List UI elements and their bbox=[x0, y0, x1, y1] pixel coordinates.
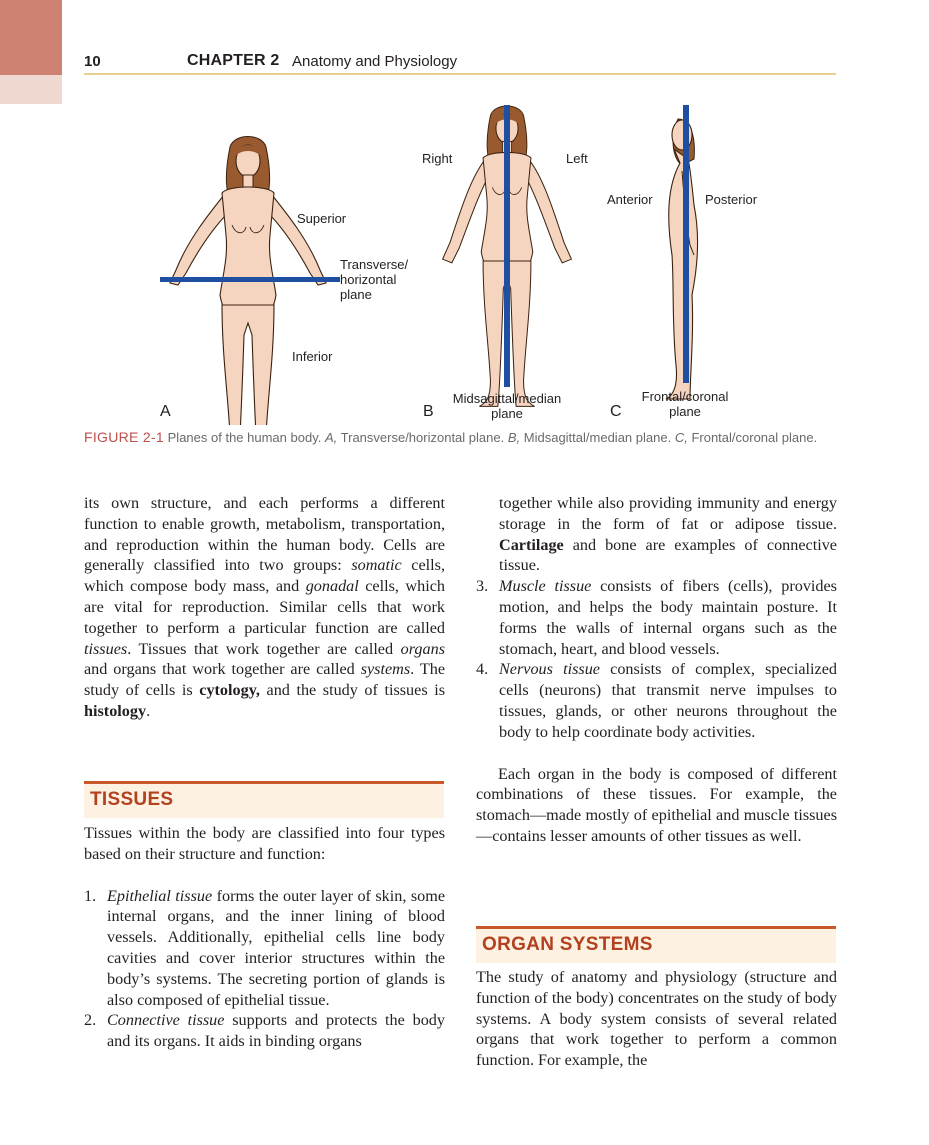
organ-systems-heading-bar bbox=[476, 926, 836, 963]
intro-text: and organs that work together are called bbox=[84, 660, 361, 679]
term-connective: Connective tissue bbox=[107, 1011, 225, 1030]
term-muscle: Muscle tissue bbox=[499, 577, 592, 596]
organ-paragraph: Each organ in the body is composed of different combinations of these tissues. For example, the stomach—made mostly of epithelial and muscle tissues—contains lesser amounts of other tissues as well. bbox=[476, 764, 837, 845]
list-text: consists of fibers (cells), provides motion, and helps the body maintain posture. It forms the walls of internal organs such as the stomach, heart, and blood vessels. bbox=[499, 577, 837, 658]
panel-letter-b: B bbox=[423, 403, 434, 420]
label-transverse-line2: horizontal bbox=[340, 272, 397, 287]
term-somatic: somatic bbox=[351, 556, 402, 575]
list-item-connective bbox=[84, 1010, 445, 1052]
list-item-epithelial bbox=[84, 886, 445, 1011]
label-frontal-plane bbox=[635, 389, 735, 419]
term-systems: systems bbox=[360, 660, 411, 679]
list-text: together while also providing immunity and energy storage in the form of fat or adipose tissue. bbox=[499, 494, 837, 533]
list-item-connective-continued bbox=[476, 493, 837, 576]
intro-text: cells, which compose body mass, and bbox=[84, 556, 445, 596]
chapter-title: Anatomy and Physiology bbox=[292, 53, 458, 70]
label-transverse-line1: Transverse/ bbox=[340, 257, 409, 272]
tissues-intro: Tissues within the body are classified into four types based on their structure and function: bbox=[84, 824, 445, 863]
term-cytology: cytology, bbox=[199, 681, 260, 700]
organ-systems-section bbox=[476, 967, 837, 1071]
caption-text: Planes of the human body. bbox=[167, 430, 322, 445]
panel-letter-a: A bbox=[160, 403, 171, 420]
caption-c: C, bbox=[674, 430, 688, 445]
label-transverse-plane bbox=[340, 257, 408, 302]
corner-tab-light bbox=[0, 75, 62, 104]
tissues-heading-bar bbox=[84, 781, 444, 818]
figure-caption bbox=[84, 428, 840, 447]
list-item-muscle bbox=[476, 576, 837, 659]
label-inferior: Inferior bbox=[292, 349, 333, 364]
list-number: 4. bbox=[476, 660, 489, 679]
label-frontal-line1: Frontal/coronal bbox=[641, 389, 729, 404]
page-number: 10 bbox=[84, 53, 101, 70]
header-rule bbox=[84, 73, 836, 75]
panel-letter-c: C bbox=[610, 403, 622, 420]
caption-b: B, bbox=[507, 430, 521, 445]
intro-text: . Tissues that work together are called bbox=[127, 639, 401, 658]
intro-paragraph bbox=[84, 493, 445, 722]
right-column bbox=[476, 493, 837, 847]
list-number: 2. bbox=[84, 1011, 97, 1030]
list-text: supports and protects the body and its organs. It aids in binding organs bbox=[107, 1011, 445, 1051]
caption-a: A, bbox=[324, 430, 338, 445]
chapter-label: CHAPTER 2 bbox=[187, 52, 280, 69]
intro-text: and the study of tissues is bbox=[259, 681, 445, 700]
corner-tab bbox=[0, 0, 62, 75]
label-midsagittal-plane bbox=[447, 391, 567, 421]
list-text: consists of complex, specialized cells (neurons) that transmit nerve impulses to tissues, glands, or other neurons throughout the body to help coordinate body activities. bbox=[499, 660, 837, 741]
term-cartilage: Cartilage bbox=[499, 535, 564, 554]
left-column bbox=[84, 493, 445, 722]
caption-a-text: Transverse/horizontal plane. bbox=[340, 430, 505, 445]
intro-text: cells, which are vital for reproduction. Similar cells that work together to perform a particular function are called bbox=[84, 577, 445, 637]
term-organs: organs bbox=[400, 639, 445, 658]
intro-text: . bbox=[146, 701, 151, 720]
list-item-nervous bbox=[476, 659, 837, 742]
caption-b-text: Midsagittal/median plane. bbox=[523, 430, 672, 445]
label-transverse-line3: plane bbox=[340, 287, 372, 302]
organ-systems-heading: ORGAN SYSTEMS bbox=[482, 934, 653, 955]
label-superior: Superior bbox=[297, 211, 347, 226]
label-posterior: Posterior bbox=[705, 192, 758, 207]
body-planes-illustration bbox=[80, 95, 840, 425]
label-anterior: Anterior bbox=[607, 192, 653, 207]
term-tissues: tissues bbox=[84, 639, 128, 658]
list-text: and bone are examples of connective tissue. bbox=[499, 535, 837, 575]
figure-panel-c bbox=[666, 119, 698, 399]
tissues-heading: TISSUES bbox=[90, 789, 174, 810]
label-frontal-line2: plane bbox=[669, 404, 701, 419]
label-midsagittal-line2: plane bbox=[491, 406, 523, 421]
label-right: Right bbox=[422, 151, 453, 166]
term-histology: histology bbox=[84, 701, 147, 720]
term-nervous: Nervous tissue bbox=[499, 660, 600, 679]
caption-label: FIGURE 2-1 bbox=[84, 429, 165, 445]
caption-c-text: Frontal/coronal plane. bbox=[691, 430, 818, 445]
list-indent bbox=[476, 493, 499, 576]
tissues-section bbox=[84, 823, 445, 1052]
term-epithelial: Epithelial tissue bbox=[107, 886, 213, 905]
figure-planes-of-body bbox=[80, 95, 840, 425]
term-gonadal: gonadal bbox=[305, 577, 359, 596]
intro-text: . The study of cells is bbox=[84, 660, 446, 700]
list-number: 3. bbox=[476, 577, 489, 596]
label-midsagittal-line1: Midsagittal/median bbox=[452, 391, 562, 406]
list-text: forms the outer layer of skin, some internal organs, and the inner lining of blood vessels. Additionally, epithelial cells line body cavities and cover interior structures within the body’s systems. The secreting portion of glands is also composed of epithelial tissue. bbox=[107, 886, 446, 1009]
intro-text: its own structure, and each performs a different function to enable growth, metabolism, transportation, and reproduction within the human body. Cells are generally classified into two groups: bbox=[84, 494, 445, 575]
label-left: Left bbox=[566, 151, 588, 166]
list-number: 1. bbox=[84, 886, 97, 905]
organ-systems-text: The study of anatomy and physiology (structure and function of the body) concentrates on the study of body systems. A body system consists of several related organs that work together to perform a common function. For example, the bbox=[476, 968, 837, 1070]
